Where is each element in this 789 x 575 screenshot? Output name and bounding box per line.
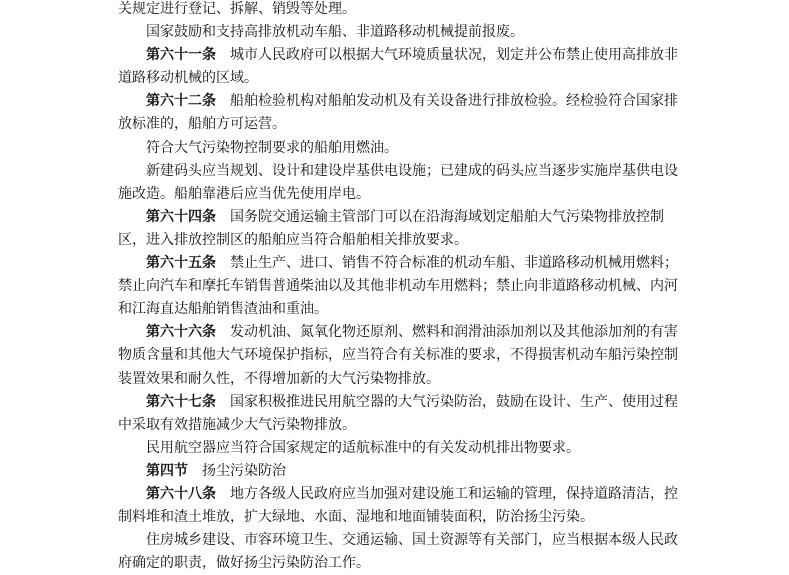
article-67 [118, 391, 678, 414]
section-number: 第四节 [146, 462, 188, 479]
article-64 [118, 206, 678, 229]
section-heading [118, 460, 678, 483]
line-text: 关规定进行登记、拆解、销毁等处理。 [118, 1, 356, 17]
paragraph-start [118, 437, 678, 460]
text-line [118, 183, 678, 206]
text-line [118, 275, 678, 298]
text-line [118, 368, 678, 391]
article-number: 第六十二条 [146, 93, 216, 110]
line-text: 住房城乡建设、市容环境卫生、交通运输、国土资源等有关部门，应当根据本级人民政 [146, 532, 678, 549]
line-text: 国家鼓励和支持高排放机动车船、非道路移动机械提前报废。 [146, 24, 524, 41]
article-65 [118, 252, 678, 275]
line-text: 符合大气污染物控制要求的船舶用燃油。 [146, 139, 398, 156]
text-line [118, 229, 678, 252]
line-text: 放标准的，船舶方可运营。 [118, 116, 286, 133]
text-line [118, 298, 678, 321]
text-line [118, 414, 678, 437]
line-text: 装置效果和耐久性，不得增加新的大气污染物排放。 [118, 370, 440, 387]
line-text: 制料堆和渣土堆放，扩大绿地、水面、湿地和地面铺装面积，防治扬尘污染。 [118, 509, 594, 526]
paragraph-start [118, 21, 678, 44]
article-number: 第六十五条 [146, 255, 216, 272]
line-text: 新建码头应当规划、设计和建设岸基供电设施；已建成的码头应当逐步实施岸基供电设 [146, 162, 678, 179]
line-text: 禁止生产、进口、销售不符合标准的机动车船、非道路移动机械用燃料； [230, 255, 678, 272]
text-line [118, 67, 678, 90]
line-text: 道路移动机械的区域。 [118, 70, 258, 87]
article-number: 第六十一条 [146, 47, 216, 64]
text-line [118, 552, 678, 575]
line-text: 地方各级人民政府应当加强对建设施工和运输的管理，保持道路清洁，控 [230, 485, 678, 502]
paragraph-start [118, 529, 678, 552]
article-68 [118, 483, 678, 506]
line-text: 中采取有效措施减少大气污染物排放。 [118, 416, 356, 433]
article-number: 第六十八条 [146, 485, 216, 502]
line-text: 船舶检验机构对船舶发动机及有关设备进行排放检验。经检验符合国家排 [230, 93, 678, 110]
paragraph-start [118, 137, 678, 160]
article-number: 第六十六条 [146, 324, 216, 341]
line-text: 府确定的职责，做好扬尘污染防治工作。 [118, 555, 370, 572]
line-text: 发动机油、氮氧化物还原剂、燃料和润滑油添加剂以及其他添加剂的有害 [230, 324, 678, 341]
text-line [118, 344, 678, 367]
line-text: 物质含量和其他大气环境保护指标，应当符合有关标准的要求，不得损害机动车船污染控制 [118, 347, 678, 364]
document-page [118, 0, 678, 575]
article-61 [118, 44, 678, 67]
line-text: 和江海直达船舶销售渣油和重油。 [118, 301, 328, 318]
line-text: 施改造。船舶靠港后应当优先使用岸电。 [118, 185, 370, 202]
section-title: 扬尘污染防治 [202, 462, 286, 479]
article-62 [118, 90, 678, 113]
line-text: 禁止向汽车和摩托车销售普通柴油以及其他非机动车用燃料；禁止向非道路移动机械、内河 [118, 278, 678, 295]
text-line [118, 113, 678, 136]
line-text: 区，进入排放控制区的船舶应当符合船舶相关排放要求。 [118, 231, 468, 248]
text-line [118, 0, 678, 21]
article-number: 第六十七条 [146, 393, 216, 410]
paragraph-start [118, 160, 678, 183]
line-text: 民用航空器应当符合国家规定的适航标准中的有关发动机排出物要求。 [146, 439, 580, 456]
article-number: 第六十四条 [146, 208, 216, 225]
line-text: 国家积极推进民用航空器的大气污染防治，鼓励在设计、生产、使用过程 [230, 393, 678, 410]
line-text: 国务院交通运输主管部门可以在沿海海域划定船舶大气污染物排放控制 [230, 208, 664, 225]
line-text: 城市人民政府可以根据大气环境质量状况，划定并公布禁止使用高排放非 [230, 47, 678, 64]
article-66 [118, 321, 678, 344]
text-line [118, 506, 678, 529]
